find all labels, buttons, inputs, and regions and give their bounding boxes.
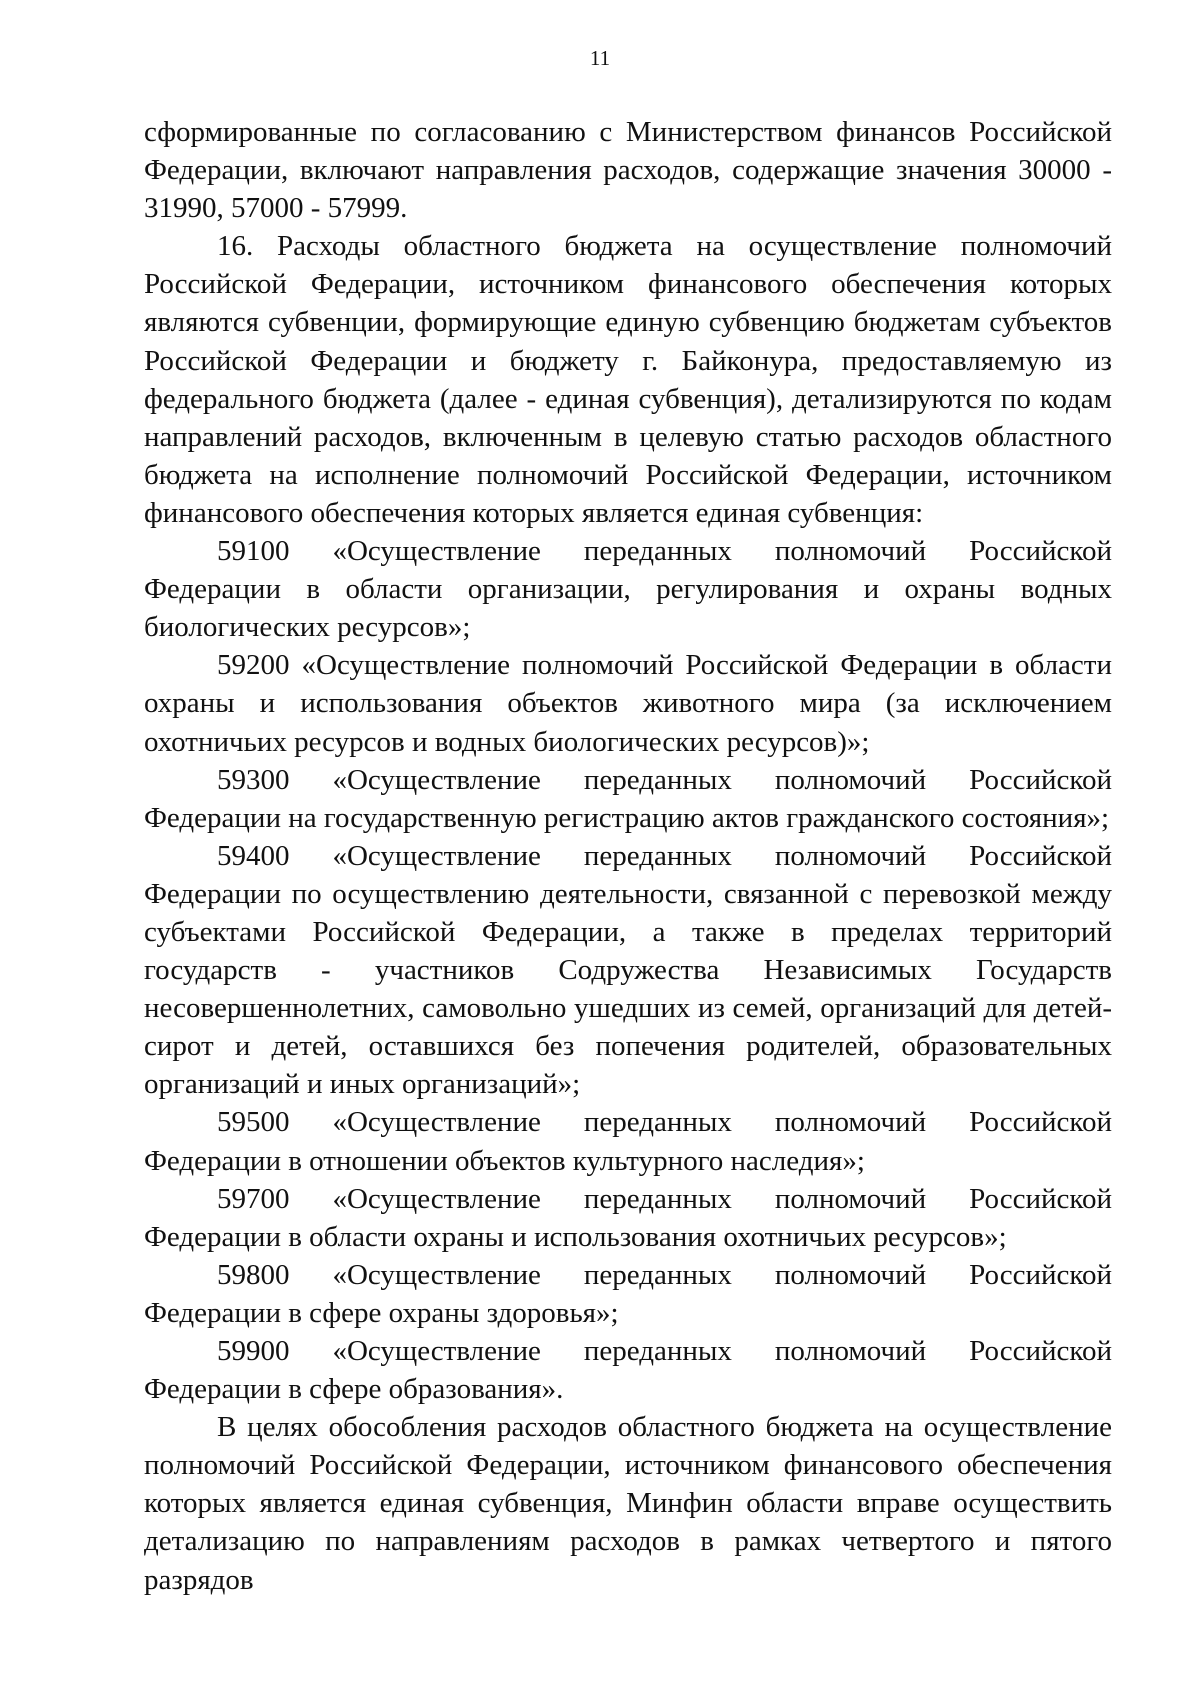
- paragraph-code-59200: 59200 «Осуществление полномочий Российской Федерации в области охраны и использования объектов животного мира (за исключением охотничьих ресурсов и водных биологических ресурсов)»;: [144, 649, 1112, 758]
- paragraph-code-59900: 59900 «Осуществление переданных полномочий Российской Федерации в сфере образования».: [144, 1335, 1112, 1406]
- paragraph-continuation: сформированные по согласованию с Министерством финансов Российской Федерации, включают направления расходов, содержащие значения 30000 - 31990, 57000 - 57999.: [144, 116, 1112, 225]
- paragraph-code-59700: 59700 «Осуществление переданных полномочий Российской Федерации в области охраны и использования охотничьих ресурсов»;: [144, 1182, 1112, 1253]
- document-body: [144, 113, 1112, 1599]
- page-number: 11: [589, 46, 611, 70]
- paragraph-code-59500: 59500 «Осуществление переданных полномочий Российской Федерации в отношении объектов культурного наследия»;: [144, 1106, 1112, 1177]
- paragraph-code-59100: 59100 «Осуществление переданных полномочий Российской Федерации в области организации, регулирования и охраны водных биологических ресурсов»;: [144, 535, 1112, 644]
- paragraph-code-59300: 59300 «Осуществление переданных полномочий Российской Федерации на государственную регистрацию актов гражданского состояния»;: [144, 763, 1112, 834]
- paragraph-item-16: 16. Расходы областного бюджета на осуществление полномочий Российской Федерации, источником финансового обеспечения которых являются субвенции, формирующие единую субвенцию бюджетам субъектов Российской Федерации и бюджету г. Байконура, предоставляемую из федерального бюджета (далее - единая субвенция), детализируются по кодам направлений расходов, включенным в целевую статью расходов областного бюджета на исполнение полномочий Российской Федерации, источником финансового обеспечения которых является единая субвенция:: [144, 230, 1112, 529]
- paragraph-code-59400: 59400 «Осуществление переданных полномочий Российской Федерации по осуществлению деятельности, связанной с перевозкой между субъектами Российской Федерации, а также в пределах территорий государств - участников Содружества Независимых Государств несовершеннолетних, самовольно ушедших из семей, организаций для детей-сирот и детей, оставшихся без попечения родителей, образовательных организаций и иных организаций»;: [144, 839, 1112, 1101]
- paragraph-code-59800: 59800 «Осуществление переданных полномочий Российской Федерации в сфере охраны здоровья»;: [144, 1258, 1112, 1329]
- paragraph-detailing: В целях обособления расходов областного бюджета на осуществление полномочий Российской Федерации, источником финансового обеспечения которых является единая субвенция, Минфин области вправе осуществить детализацию по направлениям расходов в рамках четвертого и пятого разрядов: [144, 1411, 1112, 1596]
